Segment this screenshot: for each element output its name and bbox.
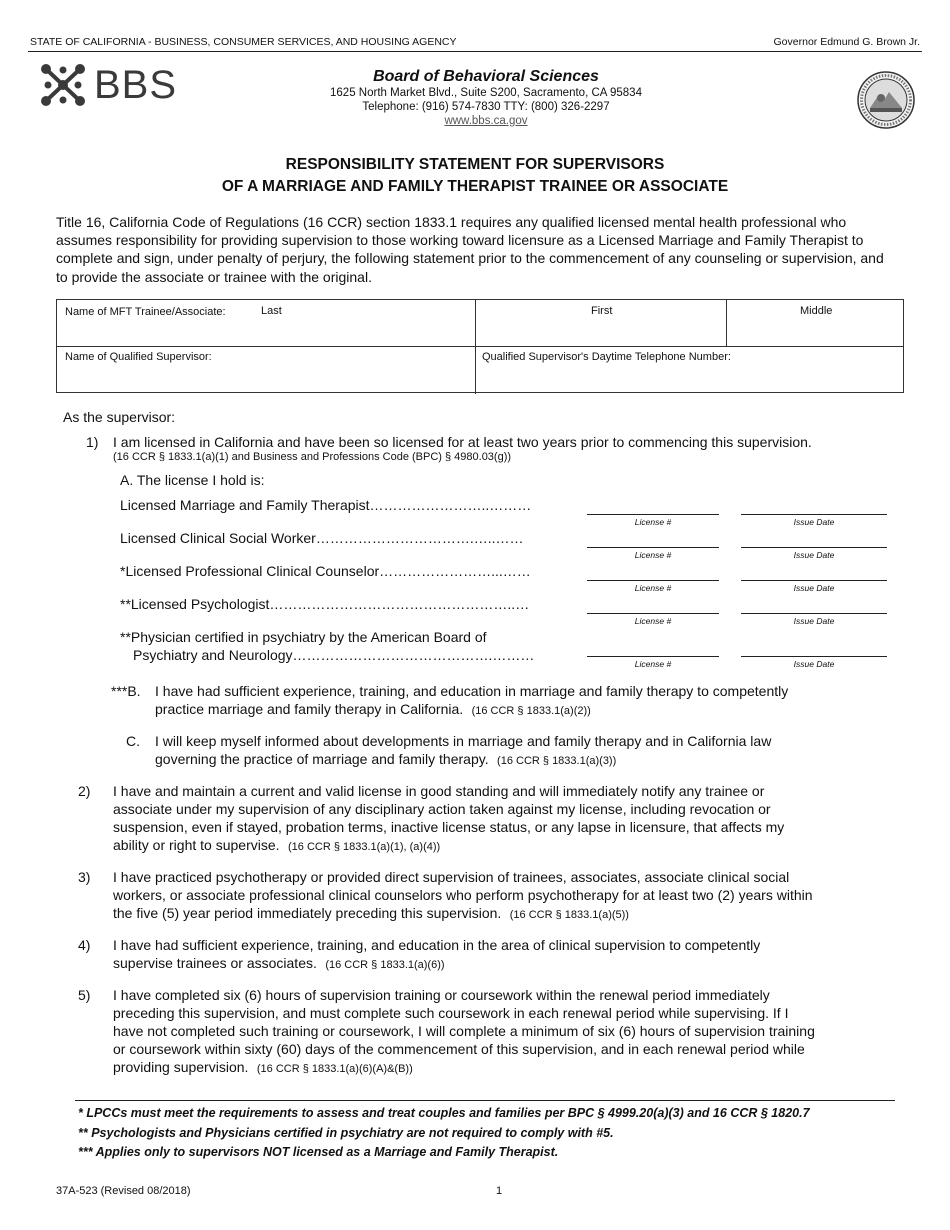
license-number-caption: License # <box>634 550 672 560</box>
item-1b-line-1: I have had sufficient experience, training, and education in marriage and family therapy to competently <box>155 683 789 699</box>
item-3-line-3-wrap <box>113 905 629 923</box>
lmft-issue-date-field[interactable] <box>741 514 887 515</box>
license-option-physician-line-2: Psychiatry and Neurology…………………………………….……… <box>133 647 535 663</box>
bbs-logo-icon <box>38 62 88 108</box>
table-col-divider <box>475 300 476 394</box>
license-option-physician: **Physician certified in psychiatry by the American Board of <box>120 629 487 645</box>
license-option-psychologist: **Licensed Psychologist……………………………………………..… <box>120 596 530 612</box>
item-2-line-2: associate under my supervision of any disciplinary action taken against my license, including revocation or <box>113 801 771 817</box>
item-2-line-3: suspension, even if stayed, probation terms, inactive license status, or any lapse in licensure, that affects my <box>113 819 785 835</box>
table-col-divider <box>726 300 727 346</box>
issue-date-caption: Issue Date <box>793 659 835 669</box>
license-number-caption: License # <box>634 583 672 593</box>
item-5-line-5: providing supervision. <box>113 1059 249 1075</box>
item-5-line-4: or coursework within sixty (60) days of the commencement of this supervision, and in each renewal period while <box>113 1041 805 1057</box>
california-seal-icon <box>856 70 916 130</box>
item-3-reference: (16 CCR § 1833.1(a)(5)) <box>509 909 629 921</box>
issue-date-caption: Issue Date <box>793 550 835 560</box>
item-1b-line-2: practice marriage and family therapy in California. <box>155 701 464 717</box>
item-2-number: 2) <box>78 783 91 799</box>
license-subheading: A. The license I hold is: <box>120 472 265 488</box>
supervisor-phone-label: Qualified Supervisor's Daytime Telephone Number: <box>482 351 731 363</box>
item-1c-label: C. <box>126 733 140 749</box>
intro-paragraph: Title 16, California Code of Regulations (16 CCR) section 1833.1 requires any qualified licensed mental health professional who assumes responsibility for providing supervision to those working toward licensure as a Licensed Marriage and Family Therapist to complete and sign, under penalty of perjury, the following statement prior to the commencement of any counseling or supervision, and to provide the associate or trainee with the original. <box>56 214 884 285</box>
trainee-name-label: Name of MFT Trainee/Associate: <box>65 306 226 318</box>
item-1b-line-2-wrap <box>155 701 591 719</box>
item-1-reference: (16 CCR § 1833.1(a)(1) and Business and Professions Code (BPC) § 4980.03(g)) <box>113 451 512 463</box>
lpcc-license-number-field[interactable] <box>587 580 719 581</box>
footnote-non-mft: *** Applies only to supervisors NOT licensed as a Marriage and Family Therapist. <box>78 1145 559 1159</box>
item-4-reference: (16 CCR § 1833.1(a)(6)) <box>325 959 445 971</box>
middle-name-label: Middle <box>800 305 833 317</box>
footnote-divider <box>75 1100 895 1101</box>
item-3-line-2: workers, or associate professional clinical counselors who perform psychotherapy for at least two (2) years within <box>113 887 813 903</box>
psychologist-issue-date-field[interactable] <box>741 613 887 614</box>
trainee-last-name-field[interactable] <box>237 320 467 342</box>
item-5-number: 5) <box>78 987 91 1003</box>
item-1b-reference: (16 CCR § 1833.1(a)(2)) <box>471 705 591 717</box>
bbs-logo <box>38 62 177 108</box>
footnote-lpcc: * LPCCs must meet the requirements to assess and treat couples and families per BPC § 4999.20(a)(3) and 16 CCR § 1820.7 <box>78 1106 810 1120</box>
lpcc-issue-date-field[interactable] <box>741 580 887 581</box>
item-1c-reference: (16 CCR § 1833.1(a)(3)) <box>497 755 617 767</box>
item-2-reference: (16 CCR § 1833.1(a)(1), (a)(4)) <box>287 841 441 853</box>
psychologist-license-number-field[interactable] <box>587 613 719 614</box>
license-option-lmft: Licensed Marriage and Family Therapist……………………..……… <box>120 497 532 513</box>
agency-header: STATE OF CALIFORNIA - BUSINESS, CONSUMER SERVICES, AND HOUSING AGENCY <box>30 36 457 48</box>
physician-issue-date-field[interactable] <box>741 656 887 657</box>
item-2-line-1: I have and maintain a current and valid license in good standing and will immediately notify any trainee or <box>113 783 765 799</box>
header-divider <box>28 51 922 52</box>
issue-date-caption: Issue Date <box>793 616 835 626</box>
item-4-line-1: I have had sufficient experience, training, and education in the area of clinical supervision to competently <box>113 937 761 953</box>
lcsw-issue-date-field[interactable] <box>741 547 887 548</box>
last-name-label: Last <box>261 305 282 317</box>
supervisor-name-field[interactable] <box>65 366 465 388</box>
supervisor-name-label: Name of Qualified Supervisor: <box>65 351 212 363</box>
as-supervisor-heading: As the supervisor: <box>63 409 176 425</box>
item-2-line-4: ability or right to supervise. <box>113 837 280 853</box>
state-seal <box>856 70 916 130</box>
name-table <box>56 299 904 393</box>
lcsw-license-number-field[interactable] <box>587 547 719 548</box>
item-3-line-3: the five (5) year period immediately preceding this supervision. <box>113 905 502 921</box>
item-2-line-4-wrap <box>113 837 440 855</box>
item-1-text: I am licensed in California and have been so licensed for at least two years prior to commencing this supervision. <box>113 434 812 450</box>
table-row-divider <box>57 346 903 347</box>
logo-text: BBS <box>94 62 178 107</box>
issue-date-caption: Issue Date <box>793 517 835 527</box>
item-5-line-1: I have completed six (6) hours of supervision training or coursework within the renewal period immediately <box>113 987 770 1003</box>
item-1c-line-1: I will keep myself informed about developments in marriage and family therapy and in California law <box>155 733 772 749</box>
form-title-line-1: RESPONSIBILITY STATEMENT FOR SUPERVISORS <box>285 156 665 173</box>
board-website-link[interactable]: www.bbs.ca.gov <box>444 115 528 127</box>
board-telephone: Telephone: (916) 574-7830 TTY: (800) 326-2297 <box>362 101 610 113</box>
issue-date-caption: Issue Date <box>793 583 835 593</box>
item-5-line-3: have not completed such training or coursework, I will complete a minimum of six (6) hours of supervision training <box>113 1023 815 1039</box>
item-4-number: 4) <box>78 937 91 953</box>
board-address: 1625 North Market Blvd., Suite S200, Sacramento, CA 95834 <box>330 87 642 99</box>
form-id: 37A-523 (Revised 08/2018) <box>56 1185 191 1197</box>
item-5-line-2: preceding this supervision, and must complete such coursework in each renewal period while supervising. If I <box>113 1005 789 1021</box>
governor-name: Governor Edmund G. Brown Jr. <box>773 36 920 48</box>
item-5-reference: (16 CCR § 1833.1(a)(6)(A)&(B)) <box>256 1063 413 1075</box>
item-1c-line-2-wrap <box>155 751 616 769</box>
footnote-psychologists: ** Psychologists and Physicians certified in psychiatry are not required to comply with #5. <box>78 1126 614 1140</box>
item-1c-line-2: governing the practice of marriage and family therapy. <box>155 751 489 767</box>
first-name-label: First <box>591 305 613 317</box>
trainee-middle-name-field[interactable] <box>732 320 900 342</box>
supervisor-phone-field[interactable] <box>482 366 897 388</box>
license-number-caption: License # <box>634 659 672 669</box>
item-4-line-2: supervise trainees or associates. <box>113 955 317 971</box>
item-1-number: 1) <box>86 434 99 450</box>
board-title: Board of Behavioral Sciences <box>373 68 599 85</box>
physician-license-number-field[interactable] <box>587 656 719 657</box>
trainee-first-name-field[interactable] <box>481 320 721 342</box>
license-number-caption: License # <box>634 517 672 527</box>
item-5-line-5-wrap <box>113 1059 413 1077</box>
form-title-line-2: OF A MARRIAGE AND FAMILY THERAPIST TRAINEE OR ASSOCIATE <box>221 178 729 195</box>
item-1b-label: ***B. <box>111 683 141 699</box>
item-4-line-2-wrap <box>113 955 445 973</box>
lmft-license-number-field[interactable] <box>587 514 719 515</box>
page-number: 1 <box>496 1185 503 1197</box>
board-info <box>300 68 672 128</box>
license-option-lcsw: Licensed Clinical Social Worker…………………………….…..…… <box>120 530 524 546</box>
license-number-caption: License # <box>634 616 672 626</box>
license-option-lpcc: *Licensed Professional Clinical Counselor……………………...…… <box>120 563 531 579</box>
item-3-line-1: I have practiced psychotherapy or provided direct supervision of trainees, associates, associate clinical social <box>113 869 790 885</box>
item-3-number: 3) <box>78 869 91 885</box>
